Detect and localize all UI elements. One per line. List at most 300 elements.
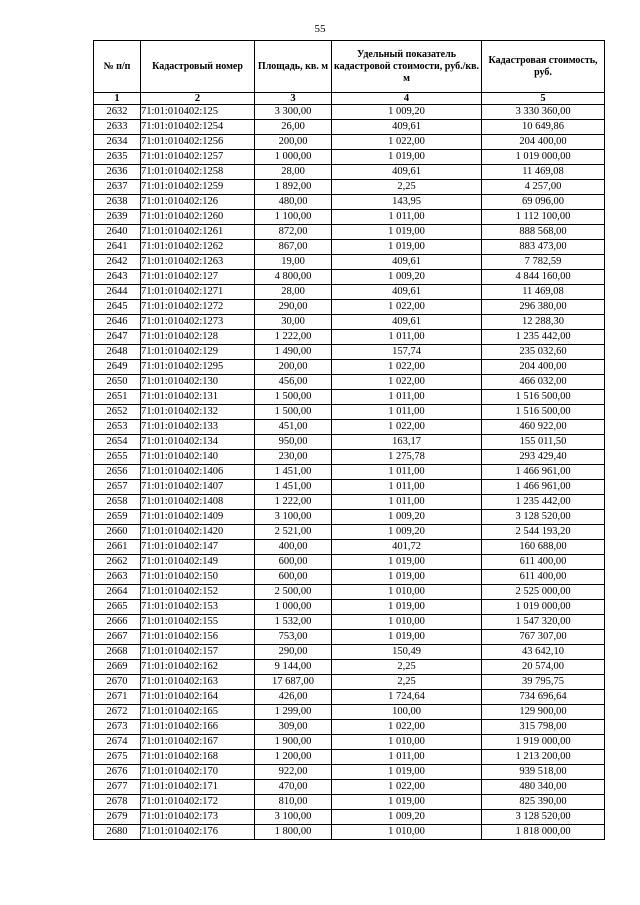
area-cell: 3 300,00 <box>255 105 332 120</box>
row-number-cell: 2671 <box>94 690 141 705</box>
cadastral-value-cell: 1 466 961,00 <box>482 465 605 480</box>
row-number-cell: 2654 <box>94 435 141 450</box>
cadastral-number-cell: 71:01:010402:1259 <box>141 180 255 195</box>
row-number-cell: 2669 <box>94 660 141 675</box>
area-cell: 3 100,00 <box>255 510 332 525</box>
row-number-cell: 2666 <box>94 615 141 630</box>
unit-value-cell: 150,49 <box>332 645 482 660</box>
row-number-cell: 2642 <box>94 255 141 270</box>
unit-value-cell: 143,95 <box>332 195 482 210</box>
table-row <box>94 540 605 555</box>
cadastral-value-cell: 1 235 442,00 <box>482 495 605 510</box>
cadastral-value-cell: 129 900,00 <box>482 705 605 720</box>
cadastral-value-cell: 825 390,00 <box>482 795 605 810</box>
table-row <box>94 780 605 795</box>
table-row <box>94 525 605 540</box>
area-cell: 17 687,00 <box>255 675 332 690</box>
row-number-cell: 2667 <box>94 630 141 645</box>
table-row <box>94 720 605 735</box>
cadastral-value-cell: 1 818 000,00 <box>482 825 605 840</box>
table-row <box>94 420 605 435</box>
row-number-cell: 2635 <box>94 150 141 165</box>
unit-value-cell: 1 019,00 <box>332 150 482 165</box>
unit-value-cell: 157,74 <box>332 345 482 360</box>
cadastral-value-cell: 1 213 200,00 <box>482 750 605 765</box>
unit-value-cell: 1 011,00 <box>332 750 482 765</box>
table-row <box>94 705 605 720</box>
cadastral-value-cell: 1 919 000,00 <box>482 735 605 750</box>
unit-value-cell: 409,61 <box>332 120 482 135</box>
cadastral-value-cell: 69 096,00 <box>482 195 605 210</box>
cadastral-value-cell: 611 400,00 <box>482 555 605 570</box>
cadastral-number-cell: 71:01:010402:165 <box>141 705 255 720</box>
unit-value-cell: 1 022,00 <box>332 360 482 375</box>
area-cell: 456,00 <box>255 375 332 390</box>
cadastral-value-cell: 888 568,00 <box>482 225 605 240</box>
column-number: 3 <box>255 93 332 105</box>
table-row <box>94 285 605 300</box>
cadastral-number-cell: 71:01:010402:166 <box>141 720 255 735</box>
row-number-cell: 2639 <box>94 210 141 225</box>
cadastral-value-cell: 1 112 100,00 <box>482 210 605 225</box>
cadastral-number-cell: 71:01:010402:171 <box>141 780 255 795</box>
unit-value-cell: 1 011,00 <box>332 210 482 225</box>
table-row <box>94 330 605 345</box>
unit-value-cell: 1 009,20 <box>332 105 482 120</box>
table-row <box>94 450 605 465</box>
table-row <box>94 675 605 690</box>
column-number: 2 <box>141 93 255 105</box>
table-row <box>94 465 605 480</box>
cadastral-number-cell: 71:01:010402:134 <box>141 435 255 450</box>
table-row <box>94 210 605 225</box>
table-row <box>94 495 605 510</box>
area-cell: 290,00 <box>255 300 332 315</box>
area-cell: 600,00 <box>255 555 332 570</box>
table-row <box>94 240 605 255</box>
unit-value-cell: 1 019,00 <box>332 240 482 255</box>
cadastral-number-cell: 71:01:010402:149 <box>141 555 255 570</box>
area-cell: 309,00 <box>255 720 332 735</box>
unit-value-cell: 409,61 <box>332 315 482 330</box>
cadastral-number-cell: 71:01:010402:1263 <box>141 255 255 270</box>
cadastral-number-cell: 71:01:010402:1407 <box>141 480 255 495</box>
table-row <box>94 180 605 195</box>
cadastral-number-cell: 71:01:010402:131 <box>141 390 255 405</box>
table-row <box>94 810 605 825</box>
table-row <box>94 750 605 765</box>
table-row <box>94 510 605 525</box>
row-number-cell: 2677 <box>94 780 141 795</box>
area-cell: 2 521,00 <box>255 525 332 540</box>
cadastral-value-cell: 12 288,30 <box>482 315 605 330</box>
row-number-cell: 2633 <box>94 120 141 135</box>
table-row <box>94 345 605 360</box>
cadastral-number-cell: 71:01:010402:163 <box>141 675 255 690</box>
row-number-cell: 2663 <box>94 570 141 585</box>
row-number-cell: 2646 <box>94 315 141 330</box>
cadastral-value-cell: 466 032,00 <box>482 375 605 390</box>
row-number-cell: 2632 <box>94 105 141 120</box>
row-number-cell: 2644 <box>94 285 141 300</box>
area-cell: 1 451,00 <box>255 465 332 480</box>
area-cell: 200,00 <box>255 360 332 375</box>
cadastral-number-cell: 71:01:010402:173 <box>141 810 255 825</box>
cadastral-number-cell: 71:01:010402:1406 <box>141 465 255 480</box>
unit-value-cell: 1 019,00 <box>332 630 482 645</box>
row-number-cell: 2674 <box>94 735 141 750</box>
row-number-cell: 2664 <box>94 585 141 600</box>
table-row <box>94 375 605 390</box>
cadastral-number-cell: 71:01:010402:150 <box>141 570 255 585</box>
cadastral-value-cell: 2 544 193,20 <box>482 525 605 540</box>
area-cell: 400,00 <box>255 540 332 555</box>
area-cell: 470,00 <box>255 780 332 795</box>
area-cell: 200,00 <box>255 135 332 150</box>
cadastral-number-cell: 71:01:010402:1261 <box>141 225 255 240</box>
table-row <box>94 570 605 585</box>
cadastral-value-cell: 939 518,00 <box>482 765 605 780</box>
row-number-cell: 2649 <box>94 360 141 375</box>
table-row <box>94 555 605 570</box>
row-number-cell: 2658 <box>94 495 141 510</box>
cadastral-value-cell: 20 574,00 <box>482 660 605 675</box>
cadastral-value-cell: 39 795,75 <box>482 675 605 690</box>
cadastral-value-cell: 43 642,10 <box>482 645 605 660</box>
unit-value-cell: 1 019,00 <box>332 555 482 570</box>
row-number-cell: 2655 <box>94 450 141 465</box>
unit-value-cell: 1 019,00 <box>332 225 482 240</box>
area-cell: 9 144,00 <box>255 660 332 675</box>
table-row <box>94 615 605 630</box>
unit-value-cell: 2,25 <box>332 675 482 690</box>
unit-value-cell: 1 275,78 <box>332 450 482 465</box>
table-row <box>94 120 605 135</box>
cadastral-number-cell: 71:01:010402:1272 <box>141 300 255 315</box>
cadastral-number-cell: 71:01:010402:1254 <box>141 120 255 135</box>
page-number: 55 <box>314 23 326 35</box>
cadastral-number-cell: 71:01:010402:147 <box>141 540 255 555</box>
row-number-cell: 2634 <box>94 135 141 150</box>
row-number-cell: 2675 <box>94 750 141 765</box>
cadastral-value-cell: 883 473,00 <box>482 240 605 255</box>
area-cell: 872,00 <box>255 225 332 240</box>
table-row <box>94 225 605 240</box>
cadastral-value-cell: 2 525 000,00 <box>482 585 605 600</box>
cadastral-value-cell: 3 128 520,00 <box>482 810 605 825</box>
cadastral-number-cell: 71:01:010402:140 <box>141 450 255 465</box>
row-number-cell: 2656 <box>94 465 141 480</box>
cadastral-value-cell: 315 798,00 <box>482 720 605 735</box>
area-cell: 28,00 <box>255 165 332 180</box>
unit-value-cell: 1 019,00 <box>332 765 482 780</box>
area-cell: 950,00 <box>255 435 332 450</box>
area-cell: 1 000,00 <box>255 600 332 615</box>
cadastral-value-cell: 734 696,64 <box>482 690 605 705</box>
table-row <box>94 105 605 120</box>
unit-value-cell: 1 010,00 <box>332 735 482 750</box>
row-number-cell: 2659 <box>94 510 141 525</box>
unit-value-cell: 1 019,00 <box>332 795 482 810</box>
row-number-cell: 2668 <box>94 645 141 660</box>
area-cell: 1 500,00 <box>255 390 332 405</box>
unit-value-cell: 1 009,20 <box>332 525 482 540</box>
table-header-row <box>94 41 605 93</box>
unit-value-cell: 1 011,00 <box>332 495 482 510</box>
cadastral-number-cell: 71:01:010402:1408 <box>141 495 255 510</box>
unit-value-cell: 409,61 <box>332 165 482 180</box>
cadastral-number-cell: 71:01:010402:155 <box>141 615 255 630</box>
unit-value-cell: 1 022,00 <box>332 375 482 390</box>
row-number-cell: 2660 <box>94 525 141 540</box>
area-cell: 2 500,00 <box>255 585 332 600</box>
cadastral-value-table <box>93 40 605 840</box>
cadastral-value-cell: 480 340,00 <box>482 780 605 795</box>
cadastral-value-cell: 1 516 500,00 <box>482 405 605 420</box>
area-cell: 810,00 <box>255 795 332 810</box>
row-number-cell: 2636 <box>94 165 141 180</box>
area-cell: 600,00 <box>255 570 332 585</box>
area-cell: 1 892,00 <box>255 180 332 195</box>
unit-value-cell: 1 009,20 <box>332 810 482 825</box>
area-cell: 1 500,00 <box>255 405 332 420</box>
cadastral-number-cell: 71:01:010402:1256 <box>141 135 255 150</box>
unit-value-cell: 1 011,00 <box>332 390 482 405</box>
row-number-cell: 2648 <box>94 345 141 360</box>
table-body <box>94 105 605 840</box>
area-cell: 1 800,00 <box>255 825 332 840</box>
cadastral-number-cell: 71:01:010402:157 <box>141 645 255 660</box>
row-number-cell: 2670 <box>94 675 141 690</box>
area-cell: 867,00 <box>255 240 332 255</box>
area-cell: 1 532,00 <box>255 615 332 630</box>
unit-value-cell: 1 009,20 <box>332 510 482 525</box>
table-row <box>94 765 605 780</box>
area-cell: 922,00 <box>255 765 332 780</box>
cadastral-number-cell: 71:01:010402:132 <box>141 405 255 420</box>
table-row <box>94 300 605 315</box>
cadastral-number-cell: 71:01:010402:168 <box>141 750 255 765</box>
table-row <box>94 135 605 150</box>
row-number-cell: 2665 <box>94 600 141 615</box>
unit-value-cell: 1 022,00 <box>332 780 482 795</box>
cadastral-value-cell: 204 400,00 <box>482 135 605 150</box>
cadastral-value-cell: 1 466 961,00 <box>482 480 605 495</box>
unit-value-cell: 1 022,00 <box>332 300 482 315</box>
cadastral-number-cell: 71:01:010402:164 <box>141 690 255 705</box>
cadastral-value-cell: 3 330 360,00 <box>482 105 605 120</box>
unit-value-cell: 1 724,64 <box>332 690 482 705</box>
cadastral-value-cell: 155 011,50 <box>482 435 605 450</box>
row-number-cell: 2679 <box>94 810 141 825</box>
cadastral-number-cell: 71:01:010402:127 <box>141 270 255 285</box>
column-number: 5 <box>482 93 605 105</box>
cadastral-value-cell: 11 469,08 <box>482 285 605 300</box>
cadastral-value-cell: 4 844 160,00 <box>482 270 605 285</box>
unit-value-cell: 1 010,00 <box>332 825 482 840</box>
area-cell: 1 100,00 <box>255 210 332 225</box>
table-row <box>94 150 605 165</box>
row-number-cell: 2653 <box>94 420 141 435</box>
header-area: Площадь, кв. м <box>255 41 332 93</box>
area-cell: 753,00 <box>255 630 332 645</box>
cadastral-number-cell: 71:01:010402:1271 <box>141 285 255 300</box>
area-cell: 451,00 <box>255 420 332 435</box>
cadastral-number-cell: 71:01:010402:1260 <box>141 210 255 225</box>
cadastral-number-cell: 71:01:010402:176 <box>141 825 255 840</box>
unit-value-cell: 1 010,00 <box>332 585 482 600</box>
area-cell: 1 222,00 <box>255 330 332 345</box>
cadastral-value-cell: 611 400,00 <box>482 570 605 585</box>
cadastral-value-cell: 235 032,60 <box>482 345 605 360</box>
cadastral-number-cell: 71:01:010402:172 <box>141 795 255 810</box>
table-row <box>94 660 605 675</box>
unit-value-cell: 1 022,00 <box>332 720 482 735</box>
unit-value-cell: 1 011,00 <box>332 480 482 495</box>
row-number-cell: 2650 <box>94 375 141 390</box>
area-cell: 480,00 <box>255 195 332 210</box>
unit-value-cell: 1 010,00 <box>332 615 482 630</box>
unit-value-cell: 1 022,00 <box>332 135 482 150</box>
area-cell: 426,00 <box>255 690 332 705</box>
cadastral-value-cell: 11 469,08 <box>482 165 605 180</box>
cadastral-value-cell: 296 380,00 <box>482 300 605 315</box>
cadastral-number-cell: 71:01:010402:152 <box>141 585 255 600</box>
row-number-cell: 2643 <box>94 270 141 285</box>
area-cell: 1 000,00 <box>255 150 332 165</box>
cadastral-number-cell: 71:01:010402:130 <box>141 375 255 390</box>
table-row <box>94 390 605 405</box>
area-cell: 1 200,00 <box>255 750 332 765</box>
header-row-number: № п/п <box>94 41 141 93</box>
unit-value-cell: 1 009,20 <box>332 270 482 285</box>
table-row <box>94 195 605 210</box>
row-number-cell: 2652 <box>94 405 141 420</box>
cadastral-value-cell: 7 782,59 <box>482 255 605 270</box>
unit-value-cell: 409,61 <box>332 285 482 300</box>
cadastral-number-cell: 71:01:010402:133 <box>141 420 255 435</box>
header-cadastral-value: Кадастровая стоимость, руб. <box>482 41 605 93</box>
row-number-cell: 2651 <box>94 390 141 405</box>
cadastral-number-cell: 71:01:010402:1295 <box>141 360 255 375</box>
table-row <box>94 315 605 330</box>
table-row <box>94 690 605 705</box>
table-row <box>94 435 605 450</box>
cadastral-number-cell: 71:01:010402:126 <box>141 195 255 210</box>
unit-value-cell: 163,17 <box>332 435 482 450</box>
unit-value-cell: 1 011,00 <box>332 405 482 420</box>
cadastral-number-cell: 71:01:010402:1258 <box>141 165 255 180</box>
cadastral-value-cell: 1 547 320,00 <box>482 615 605 630</box>
cadastral-number-cell: 71:01:010402:1257 <box>141 150 255 165</box>
unit-value-cell: 1 019,00 <box>332 600 482 615</box>
table-row <box>94 795 605 810</box>
row-number-cell: 2673 <box>94 720 141 735</box>
row-number-cell: 2662 <box>94 555 141 570</box>
cadastral-number-cell: 71:01:010402:162 <box>141 660 255 675</box>
cadastral-number-cell: 71:01:010402:129 <box>141 345 255 360</box>
unit-value-cell: 409,61 <box>332 255 482 270</box>
area-cell: 1 490,00 <box>255 345 332 360</box>
table-row <box>94 165 605 180</box>
row-number-cell: 2637 <box>94 180 141 195</box>
row-number-cell: 2645 <box>94 300 141 315</box>
header-unit-value: Удельный показатель кадастровой стоимости, руб./кв. м <box>332 41 482 93</box>
unit-value-cell: 2,25 <box>332 660 482 675</box>
unit-value-cell: 401,72 <box>332 540 482 555</box>
cadastral-value-cell: 204 400,00 <box>482 360 605 375</box>
table-row <box>94 645 605 660</box>
row-number-cell: 2647 <box>94 330 141 345</box>
table-row <box>94 405 605 420</box>
row-number-cell: 2672 <box>94 705 141 720</box>
table-row <box>94 735 605 750</box>
row-number-cell: 2676 <box>94 765 141 780</box>
cadastral-number-cell: 71:01:010402:153 <box>141 600 255 615</box>
cadastral-number-cell: 71:01:010402:167 <box>141 735 255 750</box>
unit-value-cell: 1 019,00 <box>332 570 482 585</box>
column-number-row <box>94 93 605 105</box>
row-number-cell: 2640 <box>94 225 141 240</box>
table-row <box>94 825 605 840</box>
area-cell: 28,00 <box>255 285 332 300</box>
unit-value-cell: 1 011,00 <box>332 330 482 345</box>
cadastral-value-cell: 767 307,00 <box>482 630 605 645</box>
column-number: 1 <box>94 93 141 105</box>
cadastral-value-cell: 4 257,00 <box>482 180 605 195</box>
row-number-cell: 2661 <box>94 540 141 555</box>
area-cell: 1 299,00 <box>255 705 332 720</box>
unit-value-cell: 1 011,00 <box>332 465 482 480</box>
row-number-cell: 2641 <box>94 240 141 255</box>
cadastral-number-cell: 71:01:010402:125 <box>141 105 255 120</box>
cadastral-number-cell: 71:01:010402:170 <box>141 765 255 780</box>
cadastral-value-cell: 10 649,86 <box>482 120 605 135</box>
cadastral-number-cell: 71:01:010402:1420 <box>141 525 255 540</box>
cadastral-number-cell: 71:01:010402:1409 <box>141 510 255 525</box>
table-row <box>94 255 605 270</box>
table-row <box>94 360 605 375</box>
column-number: 4 <box>332 93 482 105</box>
cadastral-value-cell: 1 019 000,00 <box>482 150 605 165</box>
area-cell: 30,00 <box>255 315 332 330</box>
area-cell: 4 800,00 <box>255 270 332 285</box>
table-row <box>94 630 605 645</box>
row-number-cell: 2657 <box>94 480 141 495</box>
cadastral-value-cell: 460 922,00 <box>482 420 605 435</box>
cadastral-number-cell: 71:01:010402:156 <box>141 630 255 645</box>
area-cell: 3 100,00 <box>255 810 332 825</box>
area-cell: 1 222,00 <box>255 495 332 510</box>
row-number-cell: 2678 <box>94 795 141 810</box>
cadastral-number-cell: 71:01:010402:1273 <box>141 315 255 330</box>
cadastral-number-cell: 71:01:010402:1262 <box>141 240 255 255</box>
area-cell: 1 451,00 <box>255 480 332 495</box>
table-row <box>94 270 605 285</box>
cadastral-value-cell: 1 516 500,00 <box>482 390 605 405</box>
table-row <box>94 480 605 495</box>
area-cell: 1 900,00 <box>255 735 332 750</box>
cadastral-value-cell: 1 019 000,00 <box>482 600 605 615</box>
cadastral-value-cell: 3 128 520,00 <box>482 510 605 525</box>
unit-value-cell: 1 022,00 <box>332 420 482 435</box>
unit-value-cell: 2,25 <box>332 180 482 195</box>
cadastral-number-cell: 71:01:010402:128 <box>141 330 255 345</box>
area-cell: 230,00 <box>255 450 332 465</box>
unit-value-cell: 100,00 <box>332 705 482 720</box>
cadastral-value-cell: 293 429,40 <box>482 450 605 465</box>
header-cadastral-number: Кадастровый номер <box>141 41 255 93</box>
